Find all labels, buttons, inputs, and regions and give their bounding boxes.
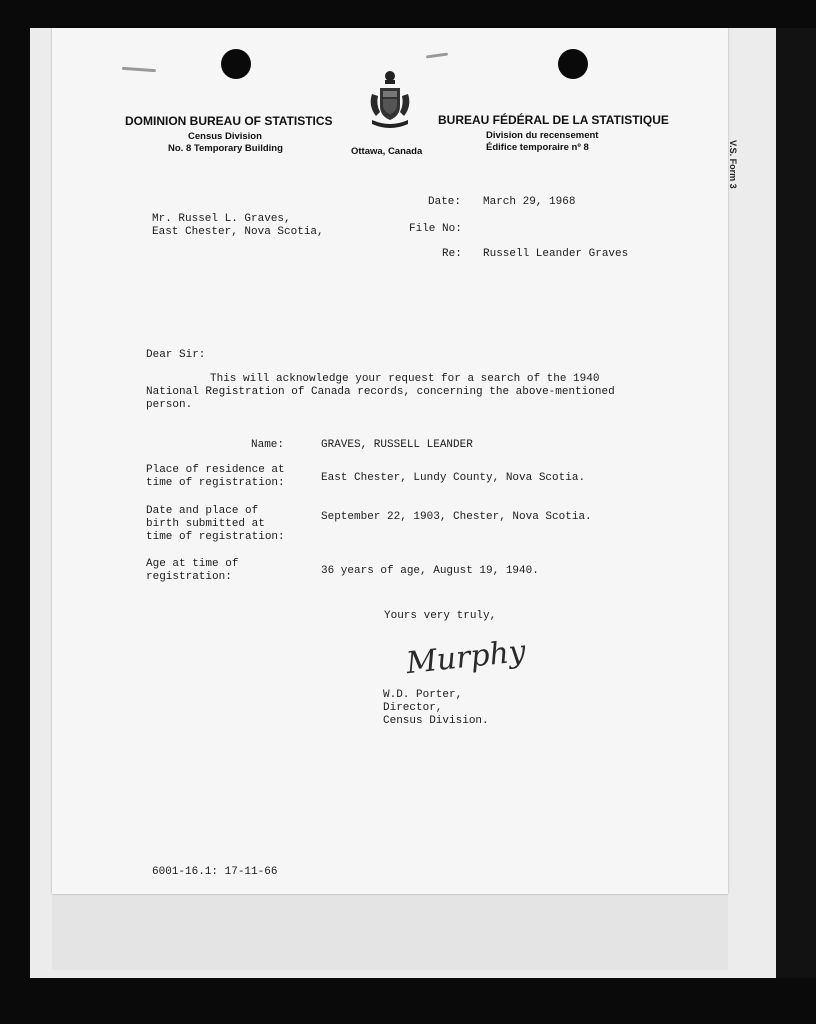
re-value: Russell Leander Graves xyxy=(483,248,629,260)
body-line-1: This will acknowledge your request for a search of the 1940 xyxy=(210,373,600,385)
handwritten-signature: Murphy xyxy=(404,633,528,682)
division-english: Census Division xyxy=(188,131,262,142)
letter-page xyxy=(52,28,728,894)
staple-left xyxy=(122,67,156,72)
building-french: Édifice temporaire nº 8 xyxy=(486,142,589,153)
building-english: No. 8 Temporary Building xyxy=(168,143,283,154)
recipient-address: East Chester, Nova Scotia, xyxy=(152,226,324,238)
signer-name: W.D. Porter, xyxy=(383,689,463,701)
punch-hole-left xyxy=(221,49,251,79)
punch-hole-right xyxy=(558,49,588,79)
residence-value: East Chester, Lundy County, Nova Scotia. xyxy=(321,472,586,484)
re-label: Re: xyxy=(442,248,462,260)
name-label: Name: xyxy=(251,439,285,451)
age-label: Age at time of registration: xyxy=(146,558,239,583)
signer-division: Census Division. xyxy=(383,715,489,727)
division-french: Division du recensement xyxy=(486,130,599,141)
side-form-label: V.S. Form 3 xyxy=(728,140,738,189)
body-line-3: person. xyxy=(146,399,193,411)
name-value: GRAVES, RUSSELL LEANDER xyxy=(321,439,473,451)
underlying-form-bottom xyxy=(52,894,728,970)
residence-label: Place of residence at time of registration: xyxy=(146,464,285,489)
bureau-title-french: BUREAU FÉDÉRAL DE LA STATISTIQUE xyxy=(438,113,669,127)
bureau-title-english: DOMINION BUREAU OF STATISTICS xyxy=(125,114,333,128)
age-value: 36 years of age, August 19, 1940. xyxy=(321,565,539,577)
staple-middle xyxy=(426,52,448,58)
coat-of-arms-icon xyxy=(366,68,414,134)
signer-title: Director, xyxy=(383,702,443,714)
salutation: Dear Sir: xyxy=(146,349,206,361)
city-label: Ottawa, Canada xyxy=(351,146,423,157)
body-line-2: National Registration of Canada records, concerning the above-mentioned xyxy=(146,386,615,398)
valediction: Yours very truly, xyxy=(384,610,497,622)
date-label: Date: xyxy=(428,196,462,208)
file-number-label: File No: xyxy=(409,223,462,235)
date-value: March 29, 1968 xyxy=(483,196,576,208)
recipient-name: Mr. Russel L. Graves, xyxy=(152,213,291,225)
film-edge-strip xyxy=(776,28,816,978)
birth-label: Date and place of birth submitted at time of registration: xyxy=(146,505,285,543)
birth-value: September 22, 1903, Chester, Nova Scotia. xyxy=(321,511,592,523)
form-number: 6001-16.1: 17-11-66 xyxy=(152,866,278,878)
